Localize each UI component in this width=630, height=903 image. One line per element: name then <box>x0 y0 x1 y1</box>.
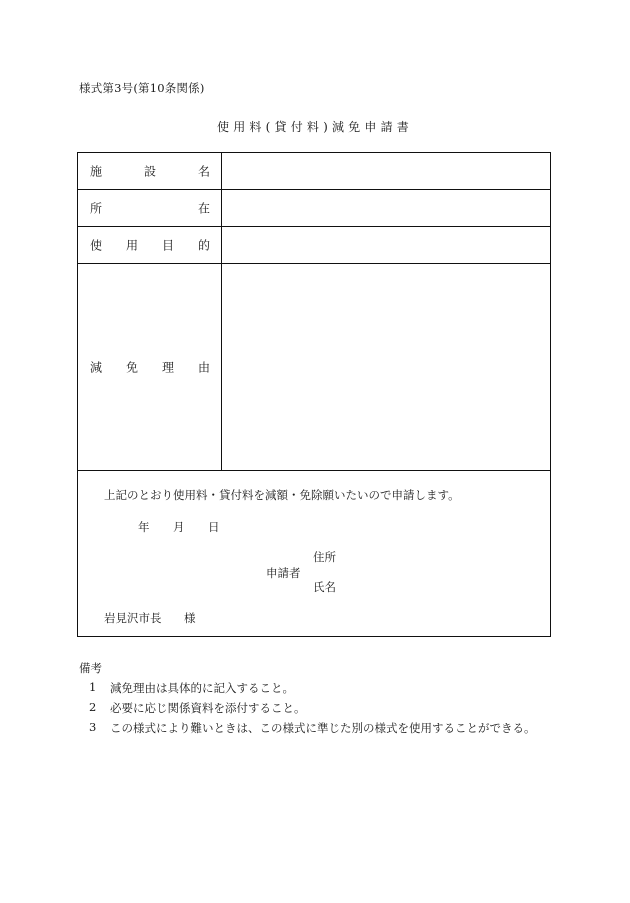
facility-name-row <box>78 153 550 190</box>
reason-label <box>78 264 222 470</box>
facility-name-label <box>78 153 222 189</box>
location-field[interactable] <box>222 190 550 226</box>
date-month-label: 月 <box>173 520 185 534</box>
label-char: 減 <box>90 360 103 375</box>
applicant-label: 申請者 <box>266 566 301 580</box>
purpose-row <box>78 227 550 264</box>
note-text: 必要に応じ関係資料を添付すること。 <box>110 701 306 715</box>
note-number: 1 <box>89 680 97 694</box>
application-form-table <box>77 152 551 637</box>
label-char: 的 <box>198 238 211 253</box>
facility-name-field[interactable] <box>222 153 550 189</box>
date-day-label: 日 <box>208 520 220 534</box>
note-number: 2 <box>89 700 97 714</box>
purpose-label <box>78 227 222 263</box>
form-number: 様式第3号(第10条関係) <box>79 81 205 95</box>
form-title: 使用料(貸付料)減免申請書 <box>217 120 413 134</box>
label-char: 使 <box>90 238 103 253</box>
label-char: 免 <box>126 360 139 375</box>
note-text: 減免理由は具体的に記入すること。 <box>110 681 294 695</box>
honorific: 様 <box>184 611 196 625</box>
label-char: 由 <box>198 360 211 375</box>
label-char: 名 <box>198 164 211 179</box>
purpose-field[interactable] <box>222 227 550 263</box>
label-char: 施 <box>90 164 103 179</box>
label-char: 所 <box>90 201 103 216</box>
label-char: 用 <box>126 238 139 253</box>
date-year-label: 年 <box>138 520 150 534</box>
note-number: 3 <box>89 720 97 734</box>
declaration-section <box>78 471 550 637</box>
note-text: この様式により難いときは、この様式に準じた別の様式を使用することができる。 <box>110 721 536 735</box>
declaration-statement: 上記のとおり使用料・貸付料を減額・免除願いたいので申請します。 <box>104 488 460 502</box>
label-char: 設 <box>144 164 157 179</box>
reason-field[interactable] <box>222 264 550 470</box>
label-char: 目 <box>162 238 175 253</box>
location-label <box>78 190 222 226</box>
label-char: 理 <box>162 360 175 375</box>
label-char: 在 <box>198 201 211 216</box>
addressee: 岩見沢市長 <box>104 611 162 625</box>
reason-row <box>78 264 550 471</box>
name-label: 氏名 <box>313 580 336 594</box>
address-label: 住所 <box>313 550 336 564</box>
notes-heading: 備考 <box>79 661 102 675</box>
location-row <box>78 190 550 227</box>
